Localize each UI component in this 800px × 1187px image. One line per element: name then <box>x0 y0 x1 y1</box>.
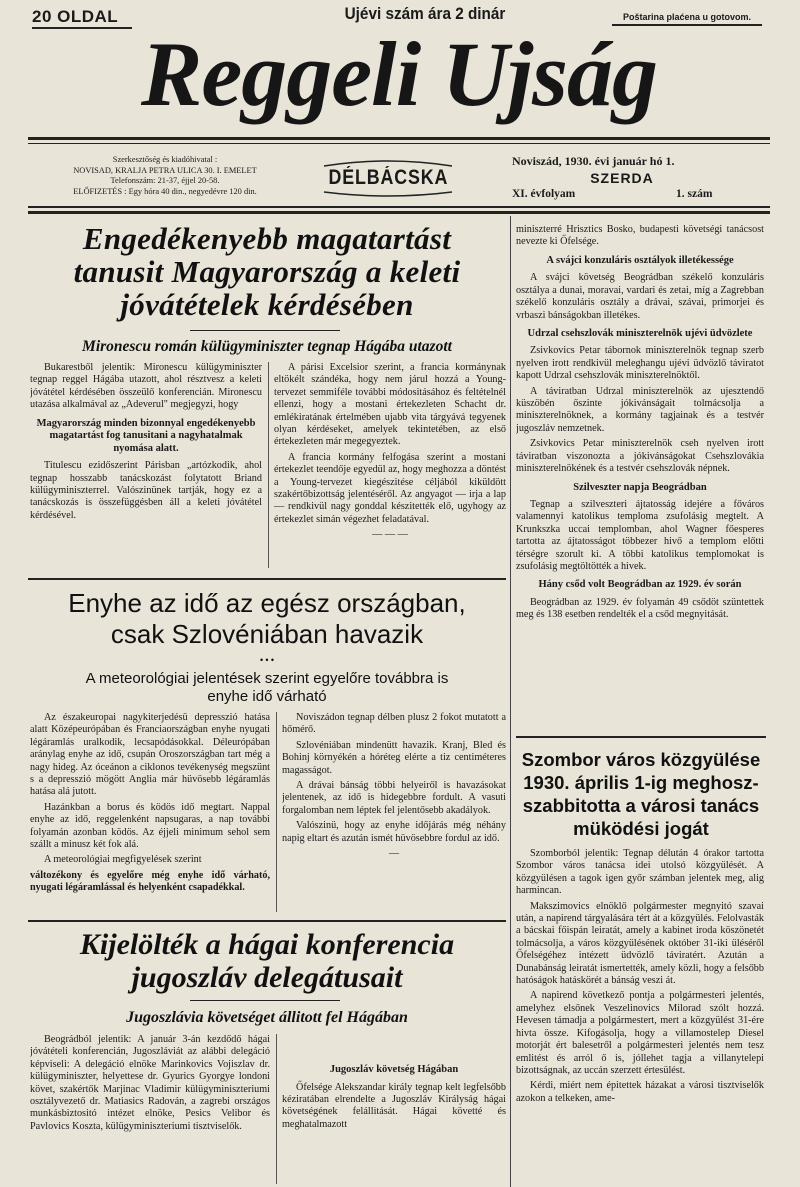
article3-subheadline: Jugoszlávia követséget állitott fel Hágában <box>126 1009 408 1026</box>
right-column-rule <box>516 736 766 738</box>
article1-col1-subheading: Magyarország minden bizonnyal engedékenyebb magatartást fog tanusitani a nagyhatalmak nyomása alatt. <box>36 417 256 454</box>
right-column-news <box>516 224 764 726</box>
issue-number: 1. szám <box>676 188 713 200</box>
article1-subheadline: Mironescu román külügyminiszter tegnap Hágába utazott <box>82 338 452 355</box>
column-divider <box>510 216 511 1187</box>
article3-col2 <box>282 1034 506 1184</box>
article2-col2 <box>282 712 506 914</box>
headline-line: tanusit Magyarország a keleti <box>73 254 461 289</box>
paragraph: Tegnap a szilveszteri ájtatosság idejére a főváros valamennyi katolikus temploma zsufolásig megtelt. A Krunkszka uccai templomban, ahol Wagner főesperes tartotta az ájtatosságot többezer hivő a templom előtti térségre szorult ki. A többi katolikus templomokat is zsufolásig megtöltötték a hivek. <box>516 499 764 573</box>
header-rule-2 <box>28 211 770 214</box>
article4-body <box>516 848 764 1184</box>
volume: XI. évfolyam <box>512 188 576 200</box>
paragraph: A meteorológiai megfigyelések szerint <box>44 854 202 866</box>
masthead-rule-top <box>28 137 770 140</box>
article1-bottom-rule <box>28 578 506 580</box>
article3-headline-rule <box>190 1000 340 1001</box>
info-line: Szerkesztőség és kiadóhivatal : <box>112 155 218 164</box>
paragraph: Zsivkovics Petar miniszterelnök cseh nyelven irott táviratban viszonozta a jókivánságokat Csehszlovákia miniszterelnökének és a testvér csehszlovák népnek. <box>516 438 764 475</box>
postage-note: Poštarina plaćena u gotovom. <box>622 12 752 22</box>
masthead-title: Reggeli Ujság <box>141 23 657 125</box>
article3-col1 <box>30 1034 270 1184</box>
article2-col1 <box>30 712 270 914</box>
paragraph: Őfelsége Alekszandar király tegnap kelt legfelsőbb kéziratában elrendelte a Jugoszláv Királyság hágai követségének felállitását. Hágai követté és meghatalmazott <box>282 1081 506 1130</box>
article3-headline <box>28 928 506 994</box>
paragraph: Beográdban az 1929. év folyamán 49 csődöt szüntettek meg és 138 esetben rendelték el a csőd megnyitását. <box>516 596 764 621</box>
headline-line: Engedékenyebb magatartást <box>82 221 452 256</box>
paragraph: Zsivkovics Petar tábornok miniszterelnök tegnap szerb nyelven irott rendkivül meleghangu ujévi üdvözlő táviratot kapott Udrzal csehszlovák miniszterelnöktől. <box>516 345 764 382</box>
paragraph: Szlovéniában mindenütt havazik. Kranj, Bled és Bohinj környékén a hóréteg elérte a tiz centiméteres magasságot. <box>282 739 506 776</box>
headline-line: jugoszláv delegátusait <box>131 961 403 994</box>
paragraph: Valószinü, hogy az enyhe időjárás még néhány napig eltart és azután ismét hüvösebbre fordul az idő. <box>282 820 506 844</box>
article2-subheadline <box>28 670 506 706</box>
headline-line: jóvátételek kérdésében <box>120 287 414 322</box>
headline-line: szabbitotta a városi tanács <box>522 795 760 816</box>
paragraph: Beográdból jelentik: A január 3-án kezdődő hágai jóvátételi konferencián, Jugoszláviát az alábbi delegáció képviseli: A delegáció elnöke Marinkovics Vojiszlav dr. külügyminiszter, helyettese dr. Gyurics Gyorgye londoni követ, szakértők Marjinac Vladimir külügyminiszteriumi osztályvezető dr. Matiasics Radován, a zagrebi országos munkásbiztositó intézet elnöke, Pesics Velibor és Pavlovics Koszta, külügyminiszteriumi tisztviselők. <box>30 1034 270 1132</box>
article2-col-divider <box>276 712 277 912</box>
article1-col-divider <box>268 362 269 568</box>
article2-col1-subheading: változékony és egyelőre még enyhe idő várható, nyugati légáramlással és helyenként csapadékkal. <box>30 869 270 894</box>
paragraph: miniszterré Hrisztics Bosko, budapesti követségi tanácsost nevezte ki Őfelsége. <box>516 224 764 248</box>
article1-headline-rule <box>190 330 340 331</box>
right-subheading: Hány csőd volt Beográdban az 1929. év során <box>538 579 742 591</box>
article4-headline <box>516 748 766 840</box>
page-number: 20 OLDAL <box>32 7 119 26</box>
info-line: Telefonszám: 21-37, éjjel 20-58. <box>110 176 220 186</box>
article3-col2-subheading: Jugoszláv követség Hágában <box>329 1064 459 1075</box>
issue-date: Noviszád, 1930. évi január hó 1. <box>512 154 675 168</box>
headline-line: csak Szlovéniában havazik <box>110 619 424 649</box>
article1-col2 <box>274 362 506 570</box>
right-subheading: A svájci konzuláris osztályok illetékessége <box>546 254 734 266</box>
paragraph: Makszimovics elnöklő polgármester megnyitó szavai után, a napirend tárgyalására tért át a közgyülés. Felolvasták a bácskai főispán leiratát, amely a kabinet iroda köszönetét tolmácsolja, a város közgyülésének október 31-iki üléséről Őfelségéhez intézett üdvözlő táviratért. Azután a Dunabánság leiratát ismertették, amely közli, hogy a felsőbb hatóságok hatáskörét a bánság veszi át. <box>516 900 764 987</box>
info-line: ELŐFIZETÉS : Egy hóra 40 din., negyedévre 120 din. <box>73 186 257 196</box>
headline-line: Enyhe az idő az egész országban, <box>68 588 466 618</box>
paragraph: Bukarestből jelentik: Mironescu külügyminiszter tegnap reggel Hágába utazott, ahol résztvesz a keleti jóvátétel kérdésében összeülő konferencián. Mironescu utazása alkalmával az „Adeverul" megjegyzi, hogy <box>30 362 262 411</box>
paragraph: Noviszádon tegnap délben plusz 2 fokot mutatott a hőmérő. <box>282 712 506 736</box>
paragraph: Kérdi, miért nem épitettek házakat a városi tisztviselők azokon a telkeken, ame- <box>516 1080 764 1104</box>
delbacska-badge <box>318 158 458 198</box>
header-rule-1 <box>28 206 770 208</box>
paragraph: Az északeuropai nagykiterjedésü depresszió hatása alatt Középeurópában és Franciaországban enyhe nyugati légáramlás uralkodik, lecsapódásokkal. Déleurópában aránylag enyhe az idő, csupán Oroszországban tart még a nagy hideg. Az óceánon a ciklonos tevékenység megszünt s a depresszió mögött Anglia már hüvösebb légáramlás hatása alá jutott. <box>30 712 270 798</box>
issue-price: Ujévi szám ára 2 dinár <box>344 4 506 23</box>
paragraph: A párisi Excelsior szerint, a francia kormánynak eltökélt szándéka, hogy nem járul hozzá a Young-tervezet semmiféle további módositásához és feltételnél ellenzi, hogy a mostani értekezleten Schacht dr. emlékiratának értelmében ujabb vita tárgyává tegyenek olyan kérdéseket, amelyek tekintetében, az első értekezleten már megegyeztek. <box>274 362 506 448</box>
subheadline-line: enyhe idő várható <box>207 688 327 705</box>
right-subheading: Szilveszter napja Beográdban <box>573 481 707 493</box>
article2-bottom-rule <box>28 920 506 922</box>
article2-headline <box>28 588 506 650</box>
subheadline-line: A meteorológiai jelentések szerint egyelőre továbbra is <box>85 670 449 687</box>
article3-col-divider <box>276 1034 277 1184</box>
headline-line: Kijelölték a hágai konferencia <box>79 928 455 961</box>
paragraph: Titulescu ezidőszerint Párisban „artózkodik, ahol tegnap hosszabb tanácskozást folytatott Briand külügyminiszterrel. Valószinünek tartják, hogy ez a tanácskozás is összefüggésben áll a keleti jóvátétel kérdésével. <box>30 460 262 521</box>
paragraph: A francia kormány felfogása szerint a mostani értekezlet teendője egyedül az, hogy meghozza a döntést a Young-tervezet kiegészitése céljából kiküldött szakértőbizottság jelentéséről. Az angyagot — irja a lap — rendkivül nagy gonddal készitették elő, ugyhogy az értekezlet simán végezhet feladatával. <box>274 451 506 525</box>
paragraph: A svájci követség Beográdban székelő konzuláris osztálya a dunai, moravai, vardari és zetai, míg a Zagrebban székelő konzuláris osztály a drávai, szávai, primorjei és vrbaszi bánságokban illetékes. <box>516 272 764 321</box>
headline-line: 1930. április 1-ig meghosz- <box>523 772 759 793</box>
masthead-info <box>40 155 290 197</box>
right-subheading: Udrzal csehszlovák miniszterelnök ujévi üdvözlete <box>527 327 753 339</box>
end-mark: — — — <box>372 529 408 541</box>
article2-dots: • • • <box>260 655 274 665</box>
paragraph: A napirend következő pontja a polgármesteri jelentés, amelyhez elsőnek Veszelinovics Milorad szólt hozzá. Hevesen támadja a polgármestert, mert a közgyülést 31-ére hivta össze. Kifogásolja, hogy a villamostelep Diesel motorját ért balesetről a polgármesteri jelentés nem tesz emlitést és arról ő is, jóllehet tagja a villanytelepi bizottságnak, az uccán szerzett értesülést. <box>516 990 764 1076</box>
paragraph: Hazánkban a borus és ködös idő megtart. Nappal enyhe az idő, reggelenként napsugaras, a nap további folyamán azonban ködös. Az éjjeli minimum sehol sem szállt a minusz két fok alá. <box>30 801 270 851</box>
paragraph: Szomborból jelentik: Tegnap délután 4 órakor tartotta Szombor város tanácsa idei utolsó közgyülését. A közgyülésen a tagok igen győr számban jelentek meg, alig harmincan. <box>516 848 764 897</box>
end-mark: — <box>388 848 400 860</box>
paragraph: A drávai bánság többi helyeiről is havazásokat jelentenek, az idő is hidegebbre fordult. A vasuti forgalomban nem léptek fel jelentősebb akadályok. <box>282 780 506 816</box>
article1-col1 <box>30 362 262 570</box>
article1-headline <box>28 222 506 321</box>
paragraph: A táviratban Udrzal miniszterelnök az ujesztendő küszöbén őszinte jókivánságait tolmácsolja a miniszterelnöknek, a kormány tagjainak és a testvér jugoszláv nemzetnek. <box>516 385 764 434</box>
headline-line: Szombor város közgyülése <box>521 749 761 770</box>
info-line: NOVISAD, KRALJA PETRA ULICA 30. I. EMELET <box>73 165 257 175</box>
masthead-rule-bottom <box>28 143 770 144</box>
headline-line: müködési jogát <box>573 818 709 839</box>
weekday: SZERDA <box>590 170 654 186</box>
badge-text: DÉLBÁCSKA <box>328 166 449 189</box>
